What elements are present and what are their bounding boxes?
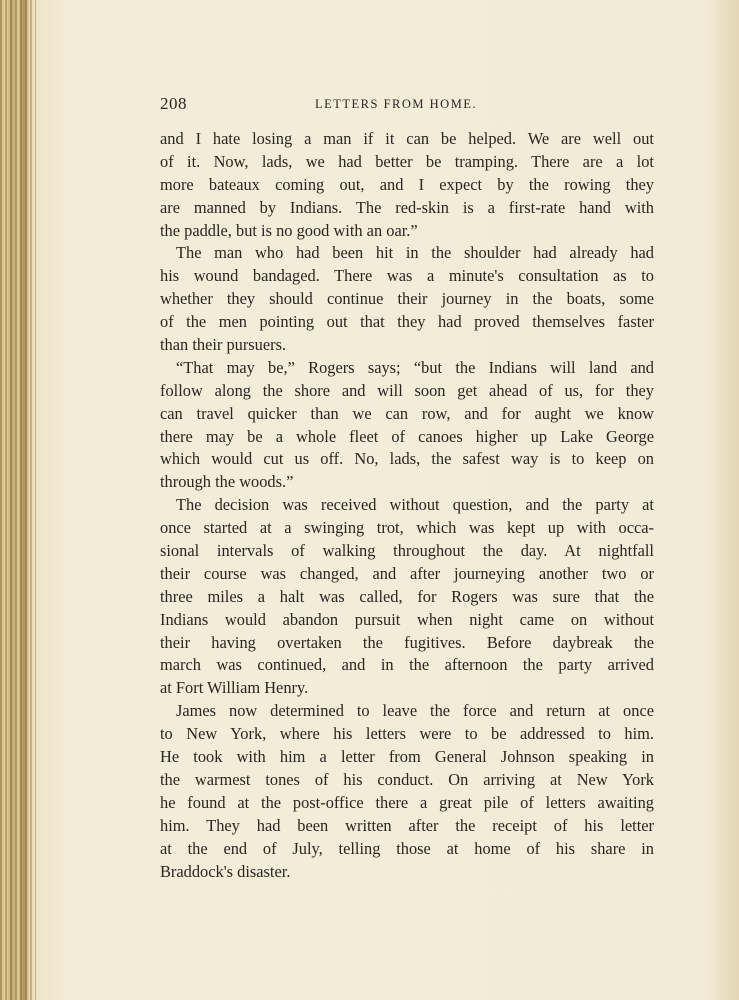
text-line: there may be a whole fleet of canoes higher up Lake George xyxy=(160,426,654,446)
text-line: Indians would abandon pursuit when night came on without xyxy=(160,609,654,629)
book-spine-edge xyxy=(0,0,36,1000)
text-line: can travel quicker than we can row, and for aught we know xyxy=(160,403,654,423)
text-line: three miles a halt was called, for Rogers was sure that the xyxy=(160,586,654,606)
text-line: and I hate losing a man if it can be helped. We are well out xyxy=(160,129,654,148)
text-line: are manned by Indians. The red-skin is a first-rate hand with xyxy=(160,197,654,217)
text-line: the warmest tones of his conduct. On arriving at New York xyxy=(160,769,654,789)
text-line: at the end of July, telling those at home of his share in xyxy=(160,838,654,858)
page-number: 208 xyxy=(160,94,187,113)
text-line: The man who had been hit in the shoulder had already had xyxy=(176,243,654,263)
text-line: their having overtaken the fugitives. Before daybreak the xyxy=(160,632,654,652)
text-line: march was continued, and in the afternoon the party arrived xyxy=(160,655,654,675)
text-line: than their pursuers. xyxy=(160,335,287,355)
text-line: him. They had been written after the receipt of his letter xyxy=(160,815,654,835)
running-head: LETTERS FROM HOME. xyxy=(315,97,478,111)
text-line: he found at the post-office there a great pile of letters awaiting xyxy=(160,792,654,812)
text-line: which would cut us off. No, lads, the safest way is to keep on xyxy=(160,449,654,469)
page-header xyxy=(160,94,654,114)
text-line: of it. Now, lads, we had better be tramping. There are a lot xyxy=(160,151,654,171)
text-line: his wound bandaged. There was a minute's consultation as to xyxy=(160,266,654,286)
text-line: through the woods.” xyxy=(160,472,294,492)
text-line: to New York, where his letters were to be addressed to him. xyxy=(160,724,654,744)
text-line: of the men pointing out that they had proved themselves faster xyxy=(160,312,654,332)
text-line: their course was changed, and after journeying another two or xyxy=(160,563,654,583)
text-line: at Fort William Henry. xyxy=(160,678,309,698)
text-line: the paddle, but is no good with an oar.” xyxy=(160,220,418,240)
text-line: “That may be,” Rogers says; “but the Indians will land and xyxy=(176,357,654,377)
text-line: Braddock's disaster. xyxy=(160,861,291,881)
text-line: follow along the shore and will soon get ahead of us, for they xyxy=(160,380,654,400)
text-line: James now determined to leave the force and return at once xyxy=(176,701,654,721)
text-line: more bateaux coming out, and I expect by the rowing they xyxy=(160,174,654,194)
body-text xyxy=(160,128,654,883)
text-line: once started at a swinging trot, which was kept up with occa- xyxy=(160,518,654,538)
page-edge-shade xyxy=(709,0,739,1000)
text-line: He took with him a letter from General Johnson speaking in xyxy=(160,747,654,767)
text-line: The decision was received without question, and the party at xyxy=(176,495,654,515)
text-line: whether they should continue their journey in the boats, some xyxy=(160,289,654,309)
text-line: sional intervals of walking throughout the day. At nightfall xyxy=(160,541,654,561)
